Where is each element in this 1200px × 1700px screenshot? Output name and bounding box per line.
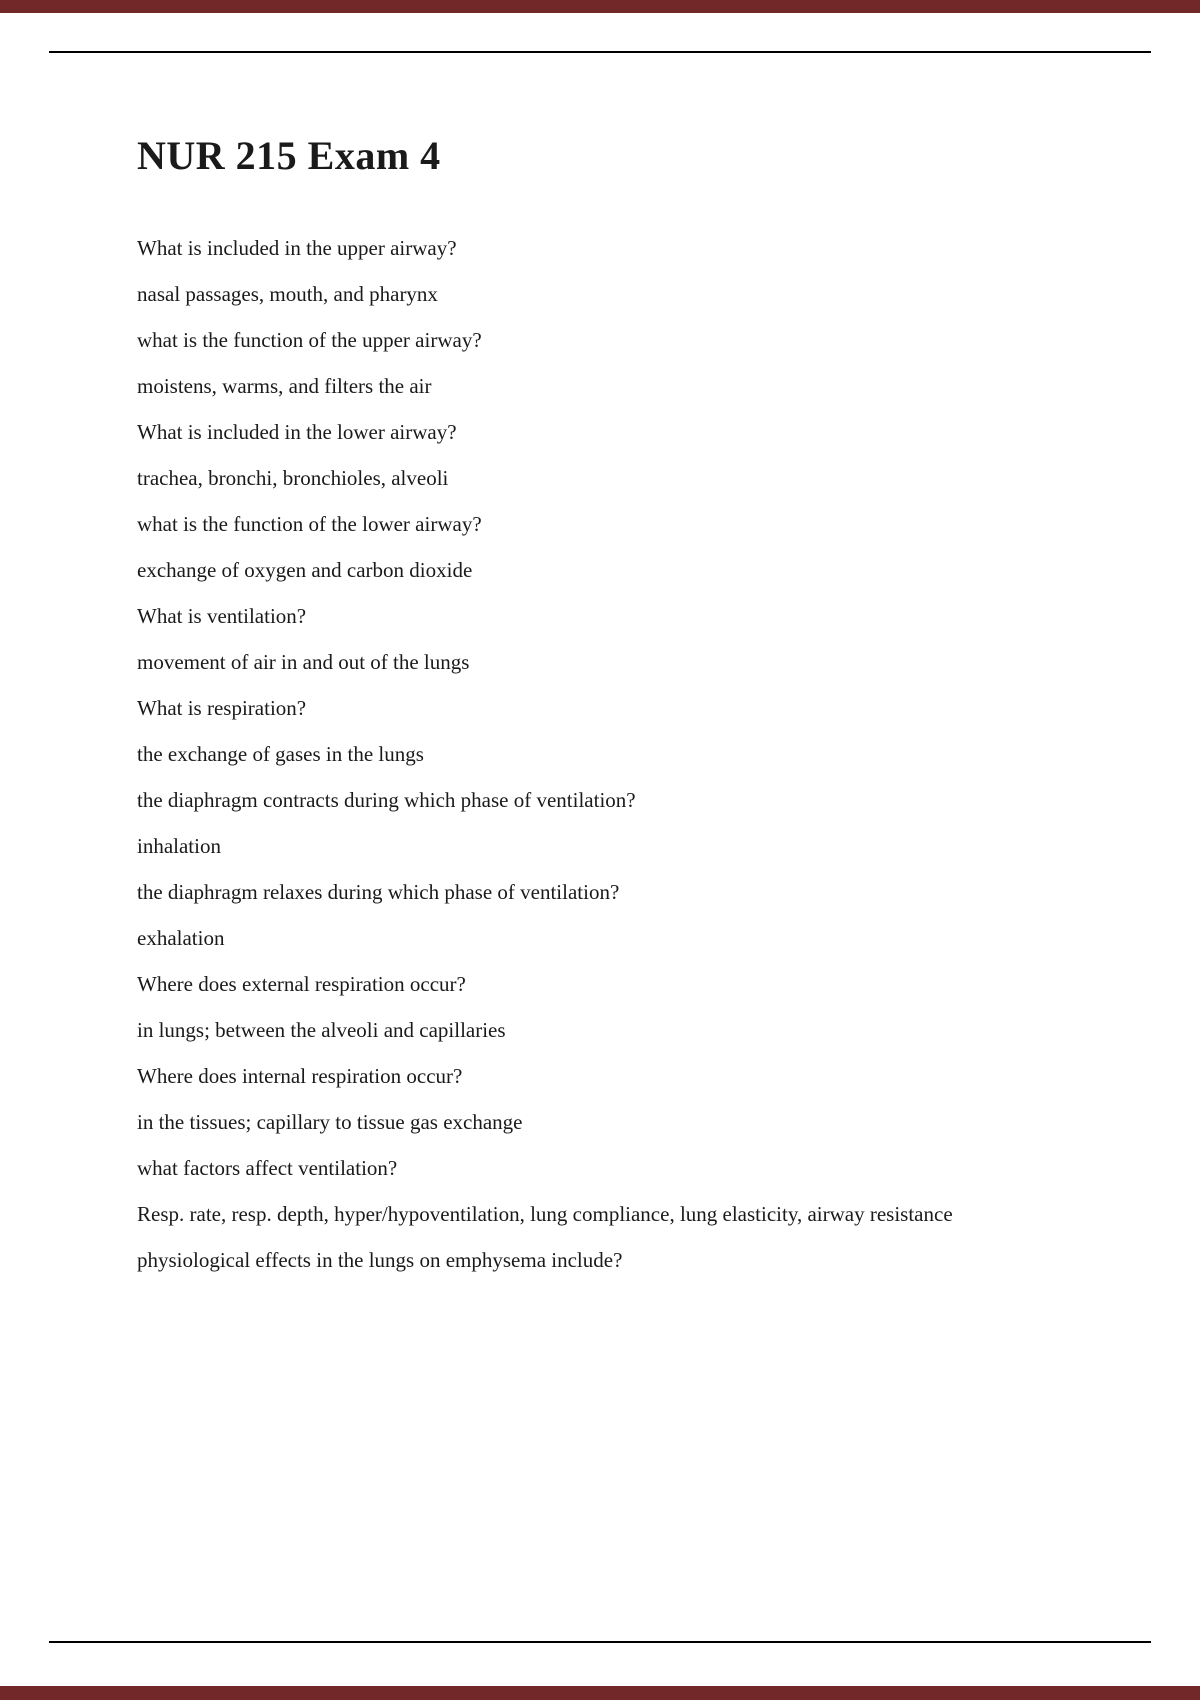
top-accent-bar [0, 0, 1200, 13]
question-line: the diaphragm relaxes during which phase of ventilation? [137, 880, 620, 904]
question-line: Where does internal respiration occur? [137, 1064, 463, 1088]
question-line: Where does external respiration occur? [137, 972, 466, 996]
answer-line: in the tissues; capillary to tissue gas exchange [137, 1110, 523, 1134]
answer-line: moistens, warms, and filters the air [137, 374, 432, 398]
question-line: what is the function of the lower airway? [137, 512, 482, 536]
question-line: What is respiration? [137, 696, 307, 720]
question-line: What is included in the lower airway? [137, 420, 457, 444]
question-line: the diaphragm contracts during which phase of ventilation? [137, 788, 636, 812]
bottom-accent-bar [0, 1686, 1200, 1700]
question-line: What is ventilation? [137, 604, 307, 628]
answer-line: in lungs; between the alveoli and capillaries [137, 1018, 506, 1042]
answer-line: Resp. rate, resp. depth, hyper/hypoventilation, lung compliance, lung elasticity, airway resistance [137, 1202, 953, 1226]
question-line: physiological effects in the lungs on emphysema include? [137, 1248, 623, 1272]
answer-line: nasal passages, mouth, and pharynx [137, 282, 438, 306]
question-line: what factors affect ventilation? [137, 1156, 398, 1180]
answer-line: exchange of oxygen and carbon dioxide [137, 558, 473, 582]
question-line: what is the function of the upper airway? [137, 328, 482, 352]
top-rule [49, 51, 1151, 53]
question-line: What is included in the upper airway? [137, 236, 457, 260]
answer-line: trachea, bronchi, bronchioles, alveoli [137, 466, 449, 490]
page-title: NUR 215 Exam 4 [137, 133, 441, 178]
answer-line: exhalation [137, 926, 225, 950]
answer-line: the exchange of gases in the lungs [137, 742, 424, 766]
bottom-rule [49, 1641, 1151, 1643]
answer-line: movement of air in and out of the lungs [137, 650, 470, 674]
qa-list [137, 235, 1062, 1273]
page-content [137, 132, 1062, 1293]
answer-line: inhalation [137, 834, 221, 858]
